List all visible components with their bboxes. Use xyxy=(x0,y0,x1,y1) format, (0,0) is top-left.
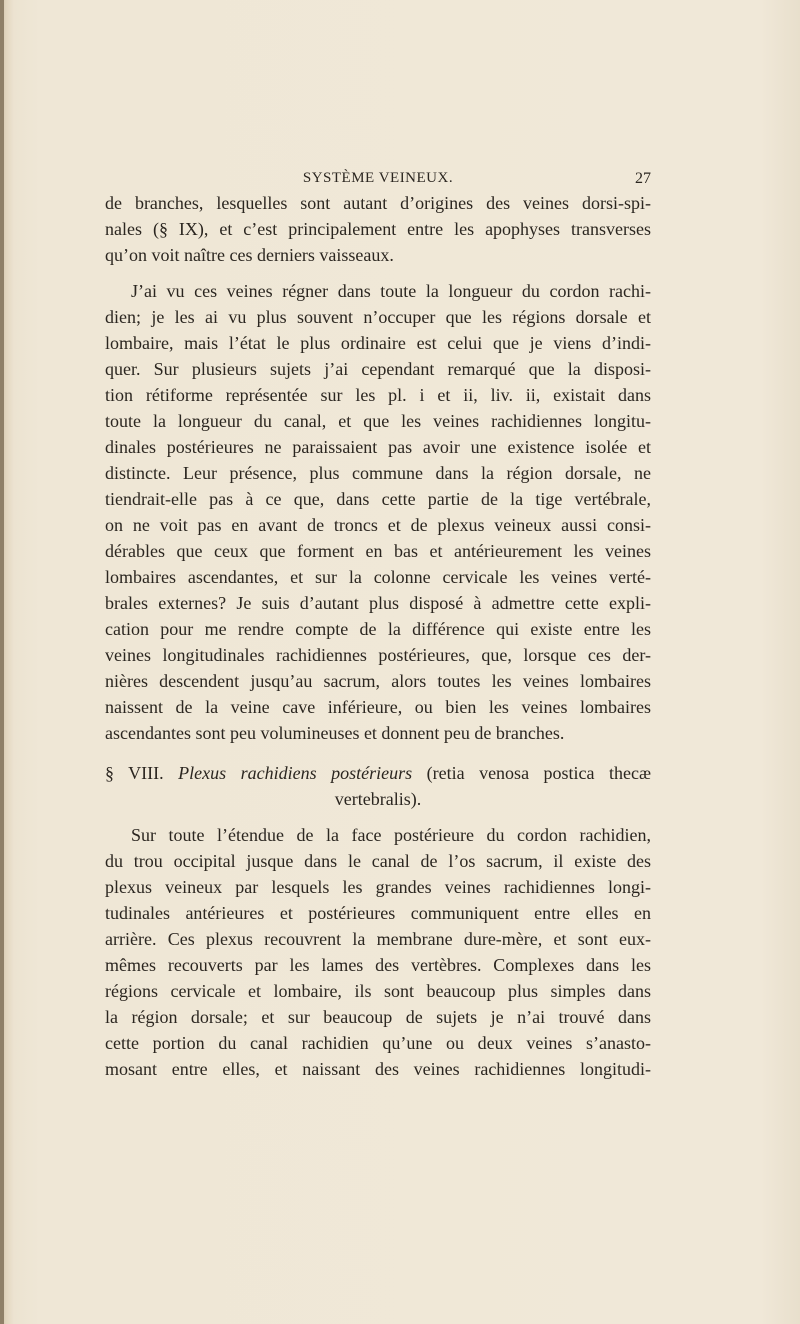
text-line: distincte. Leur présence, plus commune dans la région dorsale, ne xyxy=(105,463,651,483)
text-line: cette portion du canal rachidien qu’une ou deux veines s’anasto- xyxy=(105,1033,651,1053)
text-line: ascendantes sont peu volumineuses et donnent peu de branches. xyxy=(105,723,565,743)
body-text xyxy=(105,190,651,1082)
text-line: dérables que ceux que forment en bas et antérieurement les veines xyxy=(105,541,651,561)
text-line: toute la longueur du canal, et que les veines rachidiennes longitu- xyxy=(105,411,651,431)
text-line: J’ai vu ces veines régner dans toute la longueur du cordon rachi- xyxy=(131,281,651,301)
text-line: dinales postérieures ne paraissaient pas avoir une existence isolée et xyxy=(105,437,651,457)
page-number: 27 xyxy=(635,170,651,187)
text-line: veines longitudinales rachidiennes postérieures, que, lorsque ces der- xyxy=(105,645,651,665)
text-line: mêmes recouverts par les lames des vertèbres. Complexes dans les xyxy=(105,955,651,975)
text-line: tion rétiforme représentée sur les pl. i et ii, liv. ii, existait dans xyxy=(105,385,651,405)
text-line: de branches, lesquelles sont autant d’origines des veines dorsi-spi- xyxy=(105,193,651,213)
text-line: cation pour me rendre compte de la différence qui existe entre les xyxy=(105,619,651,639)
text-line: lombaires ascendantes, et sur la colonne cervicale les veines verté- xyxy=(105,567,651,587)
text-line: brales externes? Je suis d’autant plus disposé à admettre cette expli- xyxy=(105,593,651,613)
section-title: Plexus rachidiens postérieurs xyxy=(178,763,413,783)
text-line: la région dorsale; et sur beaucoup de sujets je n’ai trouvé dans xyxy=(105,1007,651,1027)
text-line: nières descendent jusqu’au sacrum, alors toutes les veines lombaires xyxy=(105,671,651,691)
text-line: nales (§ IX), et c’est principalement entre les apophyses transverses xyxy=(105,219,651,239)
paragraph-2 xyxy=(105,278,651,746)
text-line: tudinales antérieures et postérieures communiquent entre elles en xyxy=(105,903,651,923)
text-line: on ne voit pas en avant de troncs et de plexus veineux aussi consi- xyxy=(105,515,651,535)
section-heading xyxy=(105,760,651,812)
text-line: lombaire, mais l’état le plus ordinaire est celui que je viens d’indi- xyxy=(105,333,651,353)
text-line: quer. Sur plusieurs sujets j’ai cependant remarqué que la disposi- xyxy=(105,359,651,379)
running-head: SYSTÈME VEINEUX. xyxy=(302,170,454,186)
text-line: Sur toute l’étendue de la face postérieure du cordon rachidien, xyxy=(131,825,651,845)
text-line: dien; je les ai vu plus souvent n’occuper que les régions dorsale et xyxy=(105,307,651,327)
text-line: tiendrait-elle pas à ce que, dans cette partie de la tige vertébrale, xyxy=(105,489,651,509)
text-line: du trou occipital jusque dans le canal de l’os sacrum, il existe des xyxy=(105,851,651,871)
section-heading-line xyxy=(105,760,651,786)
text-line: plexus veineux par lesquels les grandes veines rachidiennes longi- xyxy=(105,877,651,897)
section-heading-line-2: vertebralis). xyxy=(334,789,422,809)
section-latin-title: (retia venosa postica thecæ xyxy=(426,763,652,783)
page-header xyxy=(105,170,651,192)
paragraph-1 xyxy=(105,190,651,268)
paragraph-3 xyxy=(105,822,651,1082)
page-binding-edge xyxy=(0,0,4,1324)
text-line: qu’on voit naître ces derniers vaisseaux. xyxy=(105,245,394,265)
section-number: § VIII. xyxy=(105,763,164,783)
text-line: arrière. Ces plexus recouvrent la membrane dure-mère, et sont eux- xyxy=(105,929,651,949)
text-line: mosant entre elles, et naissant des veines rachidiennes longitudi- xyxy=(105,1059,651,1079)
text-line: naissent de la veine cave inférieure, ou bien les veines lombaires xyxy=(105,697,651,717)
text-line: régions cervicale et lombaire, ils sont beaucoup plus simples dans xyxy=(105,981,651,1001)
